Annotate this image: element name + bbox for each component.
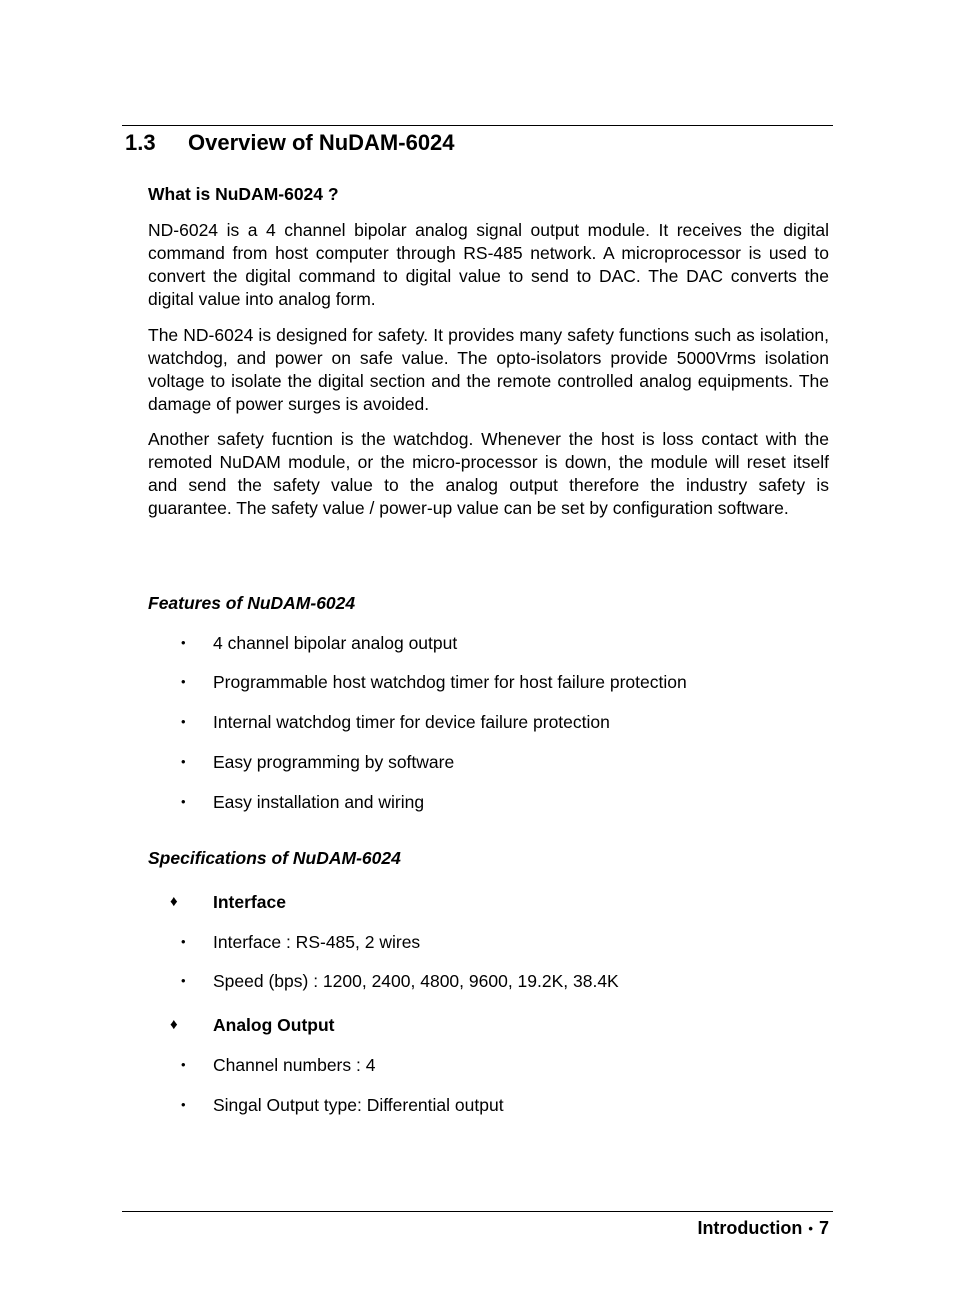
what-is-heading: What is NuDAM-6024 ? [148,184,339,204]
section-title [125,128,455,158]
feature-item-text: 4 channel bipolar analog output [213,633,458,653]
bullet-icon: • [181,973,186,988]
spec-item-text: Singal Output type: Differential output [213,1095,504,1115]
intro-paragraph-2: The ND-6024 is designed for safety. It provides many safety functions such as isolation, watchdog, and power on safe value. The opto-isolators provide 5000Vrms isolation voltage to isolate the digital section and the remote controlled analog equipments. The damage of power surges is avoided. [148,325,829,414]
bullet-icon: • [181,714,186,729]
spec-item-text: Interface : RS-485, 2 wires [213,932,421,952]
intro-paragraph-3: Another safety fucntion is the watchdog. Whenever the host is loss contact with the remoted NuDAM module, or the micro-processor is down, the module will reset itself and send the safety value to the analog output therefore the industry safety is guarantee. The safety value / power-up value can be set by configuration software. [148,429,829,518]
bullet-icon: • [181,794,186,809]
diamond-icon: ♦ [170,893,178,910]
feature-item-text: Programmable host watchdog timer for host failure protection [213,672,687,692]
bullet-icon: • [181,1097,186,1112]
feature-item-text: Internal watchdog timer for device failure protection [213,712,610,732]
diamond-icon: ♦ [170,1016,178,1033]
footer-page-number: 7 [818,1218,829,1238]
bullet-icon: • [181,754,186,769]
spec-group-title-text: Analog Output [213,1015,335,1035]
header-rule [122,125,833,126]
feature-item-text: Easy installation and wiring [213,792,425,812]
footer-rule [122,1211,833,1212]
bullet-icon: • [181,934,186,949]
section-number: 1.3 [125,130,156,155]
spec-group-title-text: Interface [213,892,286,912]
spec-item-text: Speed (bps) : 1200, 2400, 4800, 9600, 19.2K, 38.4K [213,971,619,991]
bullet-icon: • [181,1057,186,1072]
spec-item-text: Channel numbers : 4 [213,1055,376,1075]
section-title-text: Overview of NuDAM-6024 [188,130,455,155]
bullet-icon: • [181,674,186,689]
specifications-heading: Specifications of NuDAM-6024 [148,848,401,868]
features-heading: Features of NuDAM-6024 [148,593,356,613]
footer-chapter: Introduction [697,1218,803,1238]
footer-separator-icon: • [808,1221,813,1236]
bullet-icon: • [181,635,186,650]
page-footer [697,1216,829,1242]
feature-item-text: Easy programming by software [213,752,455,772]
intro-paragraph-1: ND-6024 is a 4 channel bipolar analog signal output module. It receives the digital command from host computer through RS-485 network. A microprocessor is used to convert the digital command to digital value to send to DAC. The DAC converts the digital value into analog form. [148,220,829,309]
